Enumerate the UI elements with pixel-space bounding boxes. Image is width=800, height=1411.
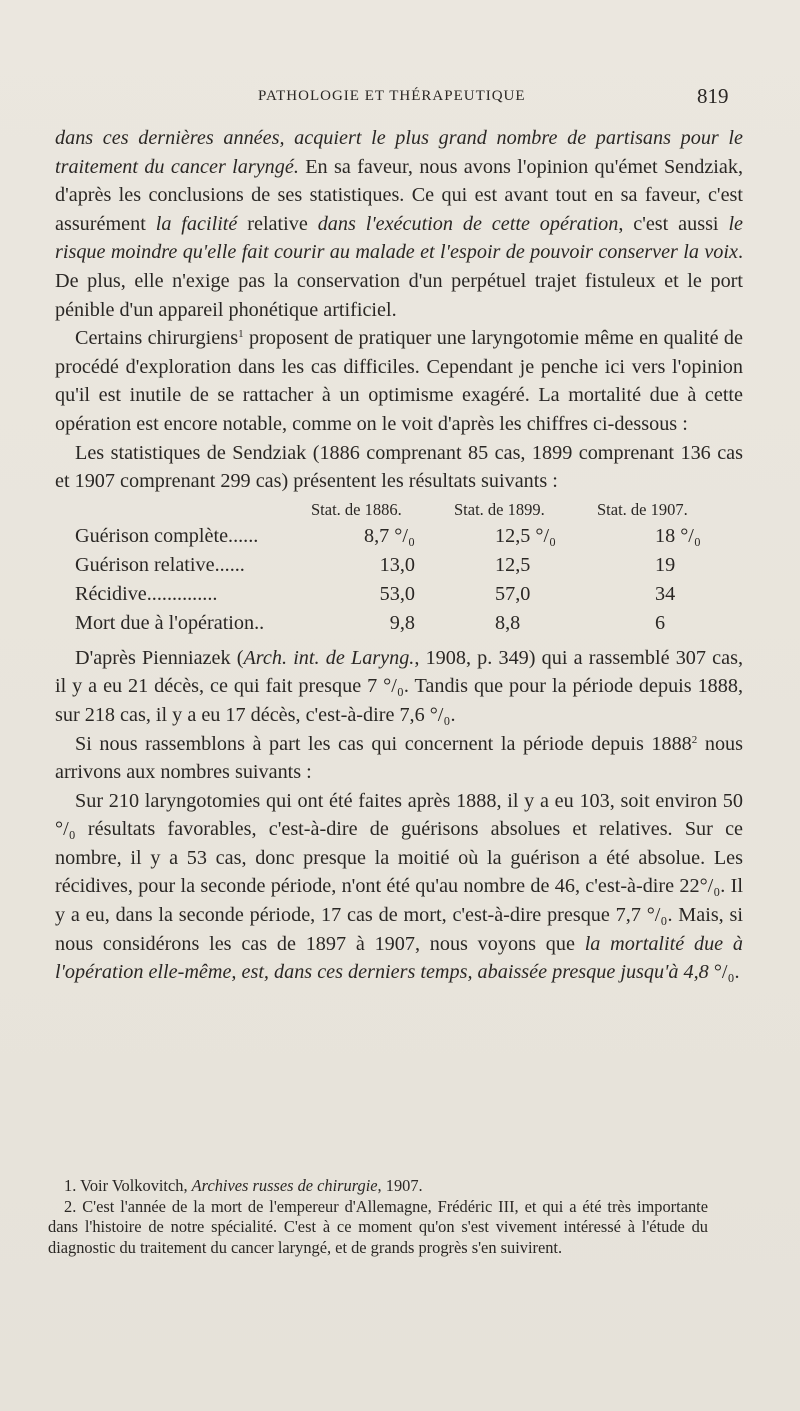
text-span: , 1908, p. 349) qui a rassemblé 307 cas, il y a eu 21 décès, ce qui fait presque 7 °/₀. Tandis que pour la période depuis 1888, sur 218 cas, il y a eu 17 décès, c'est-à-dire 7,6 °/₀. [55,646,743,726]
paragraph-1 [55,124,743,324]
text-span: Sur 210 laryngotomies qui ont été faites après 1888, il y a eu 103, soit environ 50 °/₀ résultats favorables, c'est-à-dire de guérisons absolues et relatives. Sur ce nombre, il y a 53 cas, donc presque la moitié où la guérison a été absolue. Les récidives, pour la seconde période, n'ont été qu'au nombre de 46, c'est-à-dire 22°/₀. Il y a eu, dans la seconde période, 17 cas de mort, c'est-à-dire presque 7,7 °/₀. Mais, si nous considérons les cas de 1897 à 1907, nous voyons que [55,789,743,955]
table-row [75,551,755,579]
text-span: D'après Pienniazek ( [75,646,244,669]
italic-span: la facilité [155,212,238,235]
text-span: °/₀. [708,961,740,984]
table-row [75,580,755,608]
footnotes [48,1176,708,1258]
row-label: Guérison relative...... [75,553,245,576]
page-number: 819 [697,84,729,108]
cell-1899: 57,0 [495,582,531,605]
table-row [75,609,755,637]
column-header-1907: Stat. de 1907. [597,499,688,519]
cell-1907: 34 [655,582,676,605]
text-span: 1. Voir Volkovitch, [64,1176,192,1195]
text-span: Certains chirurgiens [75,327,239,350]
footnote-2: 2. C'est l'année de la mort de l'empereur d'Allemagne, Frédéric III, et qui a été très importante dans l'histoire de notre spécialité. C'est à ce moment qu'on s'est vivement intéressé à l'étude du diagnostic du traitement du cancer laryngé, et de grands progrès s'en suivirent. [48,1196,708,1257]
italic-span: Arch. int. de Laryng. [243,646,415,669]
text-span: . De plus, elle n'exige pas la conservation d'un perpétuel trajet fistuleux et le port pénible d'un appareil phonétique artificiel. [55,241,743,321]
row-label: Récidive.............. [75,582,218,605]
paragraph-4 [55,644,743,730]
cell-1907: 6 [655,611,666,634]
footnote-ref-2: 2 [691,733,698,746]
paragraph-2 [55,324,743,438]
table-row [75,522,755,550]
cell-1886: 53,0 [379,582,415,605]
cell-1899: 8,8 [495,611,521,634]
row-label: Guérison complète...... [75,524,259,547]
cell-1899: 12,5 [495,553,531,576]
italic-span: la mortalité due à l'opération elle-même, est, dans ces derniers temps, abaissée presque jusqu'à 4,8 [55,932,743,984]
running-title: PATHOLOGIE ET THÉRAPEUTIQUE [258,88,526,104]
statistics-table [55,496,743,644]
cell-1907: 19 [655,553,676,576]
italic-span: le risque moindre qu'elle fait courir au malade et l'espoir de pouvoir conserver la voix [55,212,744,264]
paragraph-3: Les statistiques de Sendziak (1886 comprenant 85 cas, 1899 comprenant 136 cas et 1907 comprenant 299 cas) présentent les résultats suivants : [55,441,743,493]
italic-span: dans ces dernières années, acquiert le plus grand nombre de partisans pour le traitement du cancer laryngé. [55,127,743,178]
text-span: nous arrivons aux nombres suivants : [55,732,743,784]
text-span: , c'est aussi [618,212,729,235]
text-span: relative [237,212,318,235]
paragraph-6 [55,787,743,987]
text-span: proposent de pratiquer une laryngotomie même en qualité de procédé d'exploration dans les cas difficiles. Cependant je penche ici vers l'opinion qu'il est inutile de se rattacher à un optimisme exagéré. La mortalité due à cette opération est encore notable, comme on le voit d'après les chiffres ci-dessous : [55,327,743,435]
text-span: , 1907. [377,1176,423,1195]
page-header [0,84,800,114]
cell-1886: 9,8 [389,611,415,634]
column-header-1899: Stat. de 1899. [454,499,545,519]
cell-1907: 18 °/₀ [655,524,701,547]
cell-1886: 13,0 [379,553,415,576]
column-header-1886: Stat. de 1886. [311,499,402,519]
footnote-1 [48,1176,708,1197]
text-span: Si nous rassemblons à part les cas qui concernent la période depuis 1888 [75,732,692,755]
footnote-ref-1: 1 [238,328,244,341]
row-label: Mort due à l'opération.. [75,611,265,634]
italic-span: Archives russes de chirurgie [191,1176,378,1195]
paragraph-5 [55,730,743,787]
italic-span: dans l'exécution de cette opération [317,212,619,235]
main-text [55,124,743,987]
text-span: En sa faveur, nous avons l'opinion qu'émet Sendziak, d'après les conclusions de ses statistiques. Ce qui est avant tout en sa faveur, c'est assurément [55,155,743,235]
cell-1886: 8,7 °/₀ [363,524,415,547]
cell-1899: 12,5 °/₀ [495,524,557,547]
